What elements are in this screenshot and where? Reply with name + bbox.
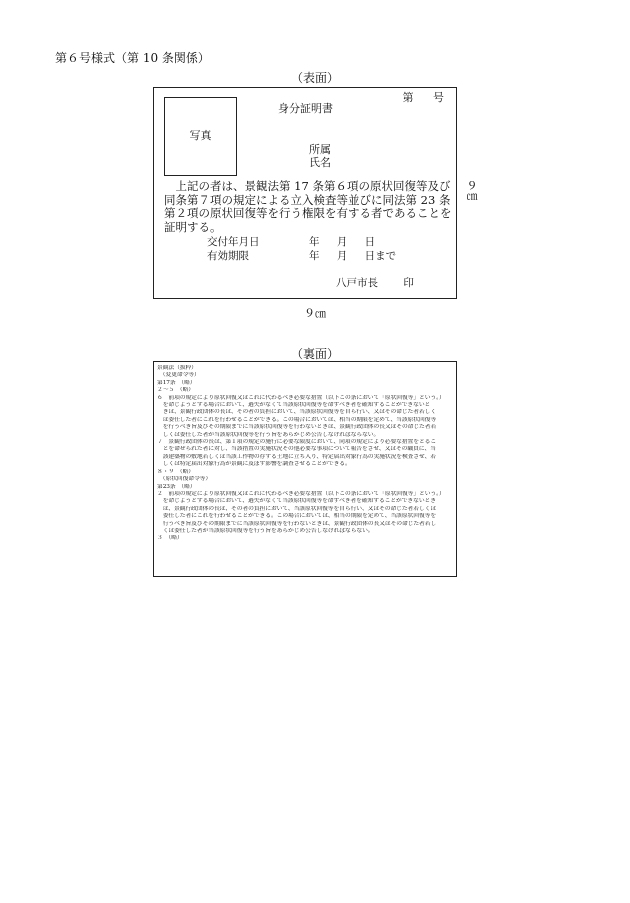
signer-with-seal: 八戸市長 印 <box>336 277 414 289</box>
back-text-line: 第23条 （略） <box>157 483 196 490</box>
card-number-label: 第 号 <box>402 91 444 104</box>
back-text-line: ６ 前項の規定により原状回復又はこれに代わるべき必要な措置（以下この条において「原状回復等」という。） <box>157 394 445 401</box>
back-text-line: ８・９ （略） <box>157 468 194 475</box>
back-text-line: は、景観行政団体の長は、その者の負担において、当該原状回復等を自ら行い、又はその命じた者若しくは <box>157 505 437 512</box>
back-text-line: 景観法（抜粋） <box>157 365 197 371</box>
height-dimension-label: ９㎝ <box>465 180 478 202</box>
back-text-line: きは、景観行政団体の長は、その者の負担において、当該原状回復等を自ら行い、又はその命じた者若しく <box>157 409 437 416</box>
back-text-line: ７ 景観行政団体の長は、第１項の規定の施行に必要な限度において、同項の規定により必要な措置をとるこ <box>157 439 437 446</box>
back-text-line: しくは特定届出対象行為が景観に及ぼす影響を調査させることができる。 <box>157 461 351 468</box>
issue-date-label: 交付年月日 <box>207 236 260 248</box>
back-side-heading: （裏面） <box>290 347 339 361</box>
photo-box <box>164 97 237 176</box>
id-card-front <box>153 87 457 299</box>
id-card-back <box>153 361 457 577</box>
certificate-title: 身分証明書 <box>278 102 333 115</box>
certification-text: 上記の者は、景観法第 17 条第６項の原状回復等及び同条第７項の規定による立入検査等並びに同法第 23 条第２項の原状回復等を行う権限を有する者であることを証明する。 <box>164 179 452 234</box>
form-title: 第６号様式（第 10 条関係） <box>55 51 210 65</box>
back-text-line: ２～５ （略） <box>157 387 194 394</box>
back-text-line: を命じようとする場合において、過失がなくて当該原状回復等を命ずべき者を確知することができないとき <box>157 498 436 505</box>
validity-label: 有効期限 <box>207 250 249 262</box>
issue-date-field: 年 月 日 <box>309 236 376 248</box>
back-text-line: 行うべき旨及びその期限までに当該原状回復等を行わないときは、景観行政団体の長又はその命じた者若し <box>157 520 437 527</box>
name-label: 氏名 <box>309 156 331 169</box>
back-text-line: （原状回復命令等） <box>157 476 212 483</box>
photo-label: 写真 <box>189 129 212 142</box>
back-text-line: ２ 前項の規定により原状回復又はこれに代わるべき必要な措置（以下この条において「原状回復等」という。） <box>157 490 445 497</box>
back-text-line: 第17条 （略） <box>157 379 196 386</box>
validity-date-field: 年 月 日まで <box>309 250 397 262</box>
back-text-line: （変更命令等） <box>157 372 200 379</box>
affiliation-label: 所属 <box>309 143 331 156</box>
back-text-line: しくは委任した者が当該原状回復等を行う旨をあらかじめ公告しなければならない。 <box>157 431 380 438</box>
back-text-line: を命じようとする場合において、過失がなくて当該原状回復等を命ずべき者を確知することができないと <box>157 402 431 409</box>
back-text-line: 該建築物の敷地若しくは当該工作物の存する土地に立ち入り、特定届出対象行為の実施状況を検査させ、若 <box>157 453 436 460</box>
width-dimension-label: ９㎝ <box>304 307 326 320</box>
back-text-line: を行うべき旨及びその期限までに当該原状回復等を行わないときは、景観行政団体の長又はその命じた者若 <box>157 424 437 431</box>
front-side-heading: （表面） <box>290 71 339 85</box>
back-text-line: くは委任した者が当該原状回復等を行う旨をあらかじめ公告しなければならない。 <box>157 527 374 534</box>
back-text-line: 委任した者にこれを行わせることができる。この場合においては、相当の期限を定めて、当該原状回復等を <box>157 513 437 520</box>
back-text-line: とを命ぜられた者に対し、当該措置の実施状況その他必要な事項について報告をさせ、又はその職員に、当 <box>157 446 436 453</box>
back-text-line: は委任した者にこれを行わせることができる。この場合においては、相当の期限を定めて、当該原状回復等 <box>157 416 437 423</box>
back-text-line: ３ （略） <box>157 535 183 542</box>
